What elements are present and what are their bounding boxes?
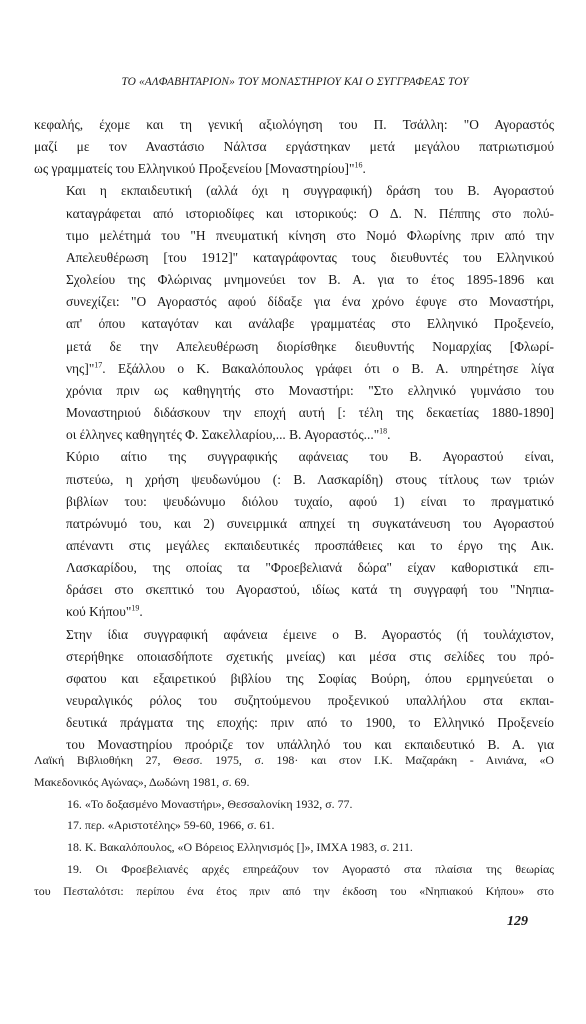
text-line: δράσει στο σκεπτικό του Αγοραστού, ιδίως κατά τη συγγραφή του "Νηπια- bbox=[66, 582, 554, 598]
text-line bbox=[34, 601, 554, 623]
text-line: Και η εκπαιδευτική (αλλά όχι η συγγραφική) δράση του Β. Αγοραστού bbox=[66, 183, 554, 199]
body-text bbox=[34, 114, 554, 757]
footnote-ref-17: 17 bbox=[94, 360, 103, 370]
paragraph-1 bbox=[34, 114, 554, 180]
text-line: πατρώνυμό του, και 2) συνειρμικά απηχεί τη συγκατάνευση του Αγοραστού bbox=[66, 515, 554, 531]
paragraph-4 bbox=[34, 624, 554, 757]
text-fragment: οι έλληνες καθηγητές Φ. Σακελλαρίου,... Β. Αγοραστός..." bbox=[66, 427, 380, 443]
text-line: Σχολείου της Φλώρινας μνημονεύει τον Β. Α. για το έτος 1895-1896 και bbox=[66, 272, 554, 288]
footnote-17: 17. περ. «Αριστοτέλης» 59-60, 1966, σ. 61. bbox=[67, 818, 275, 833]
text-line: πιστεύω, η χρήση ψευδωνύμου (: Β. Λασκαρίδη) στους τίτλους των τριών bbox=[66, 471, 554, 487]
text-line: μετά δε την Απελευθέρωση διορίσθηκε διευθυντής Νομαρχίας [Φλωρί- bbox=[66, 338, 554, 354]
text-line: τιμο μελέτημά του "Η πνευματική κίνηση στο Νομό Φλωρίνης πριν από την bbox=[66, 227, 554, 243]
text-line: Στην ίδια συγγραφική αφάνεια έμεινε ο Β. Αγοραστός (ή τουλάχιστον, bbox=[66, 626, 554, 642]
footnote-line: του Πεσταλότσι: περίπου ένα έτος πριν από την έκδοση του «Νηπιακού Κήπου» στο bbox=[34, 883, 554, 898]
footnote-ref-18: 18 bbox=[379, 426, 388, 436]
text-line: μαζί με τον Αναστάσιο Νάλτσα εργάστηκαν μετά μεγάλου πατριωτισμού bbox=[34, 139, 554, 155]
text-line: νευραλγικός ρόλος του συζητούμενου προξενικού υπαλλήλου στα εκπαι- bbox=[66, 693, 554, 709]
paragraph-3 bbox=[34, 446, 554, 623]
text-fragment: . bbox=[362, 161, 366, 177]
text-line: απ' όπου καταγόταν και ανάλαβε γραμματέας στο Ελληνικό Προξενείο, bbox=[66, 316, 554, 332]
text-line: κεφαλής, έχομε και τη γενική αξιολόγηση του Π. Τσάλλη: "Ο Αγοραστός bbox=[34, 117, 554, 132]
footnote-ref-16: 16 bbox=[354, 160, 363, 170]
text-fragment: . Εξάλλου ο Κ. Βακαλόπουλος γράφει ότι ο Β. Α. υπηρέτησε λίγα bbox=[102, 360, 554, 376]
text-fragment: . bbox=[387, 427, 391, 443]
text-line bbox=[34, 358, 554, 380]
footnote-19 bbox=[34, 859, 554, 903]
text-line: βιβλίων του: ψευδώνυμο διόλου τυχαίο, αφού 1) είναι το πραγματικό bbox=[66, 493, 554, 509]
text-line bbox=[34, 158, 554, 180]
text-line: Λασκαρίδου, της οποίας τα "Φροεβελιανά δώρα" είχαν καθοριστικά επι- bbox=[66, 560, 554, 576]
text-fragment: κού Κήπου" bbox=[66, 604, 132, 620]
footnote-ref-19: 19 bbox=[131, 603, 140, 613]
footnote-line: 19. Οι Φροεβελιανές αρχές επηρεάζουν τον Αγοραστό στα πλαίσια της θεωρίας bbox=[67, 861, 554, 876]
footnote-16: 16. «Το δοξασμένο Μοναστήρι», Θεσσαλονίκη 1932, σ. 77. bbox=[67, 796, 353, 811]
footnote-line: Μακεδονικός Αγώνας», Δωδώνη 1981, σ. 69. bbox=[34, 774, 250, 789]
text-line: στερήθηκε οποιασδήποτε σχετικής μνείας) και μέσα στις σελίδες του πρό- bbox=[66, 648, 554, 664]
text-line: σφατου και εξαιρετικού βιβλίου της Σοφίας Βούρη, όπου ερμηνεύεται ο bbox=[66, 670, 554, 686]
text-line: δευτικά πράγματα της εποχής: πριν από το 1900, το Ελληνικό Προξενείο bbox=[66, 715, 554, 731]
footnote-15-continuation bbox=[34, 750, 554, 794]
footnotes bbox=[34, 750, 554, 903]
text-line: καταγράφεται από ιστοριοδίφες και ιστορικούς: Ο Δ. Ν. Πέππης στο πολύ- bbox=[66, 205, 554, 221]
text-line: Μοναστηριού διδάσκουν την εποχή αυτή [: τέλη της δεκαετίας 1880-1890] bbox=[66, 405, 554, 421]
text-line: Απελευθέρωση [του 1912]" καταγράφοντας τους διευθυντές του Ελληνικού bbox=[66, 249, 554, 265]
text-fragment: ως γραμματείς του Ελληνικού Προξενείου [Μοναστηρίου]" bbox=[34, 161, 355, 177]
footnote-18: 18. Κ. Βακαλόπουλος, «Ο Βόρειος Ελληνισμός []», ΙΜΧΑ 1983, σ. 211. bbox=[67, 840, 413, 855]
paragraph-2 bbox=[34, 180, 554, 446]
text-line: του Μοναστηρίου προόριζε τον υπάλληλό του και εκπαιδευτικό Β. Α. για bbox=[66, 737, 554, 753]
text-fragment: . bbox=[139, 604, 143, 620]
text-line: απέναντι στις μεγάλες εκπαιδευτικές προσπάθειες και το έργο της Αικ. bbox=[66, 537, 554, 553]
text-line: Κύριο αίτιο της συγγραφικής αφάνειας του Β. Αγοραστού είναι, bbox=[66, 449, 554, 465]
text-line bbox=[34, 424, 554, 446]
text-line: συνεχίζει: "Ο Αγοραστός αφού δίδαξε για ένα χρόνο έφυγε στο Μοναστήρι, bbox=[66, 294, 554, 310]
text-line: χρόνια πριν ως καθηγητής στο Μοναστήρι: "Στο ελληνικό γυμνάσιο του bbox=[66, 382, 554, 398]
footnote-line: Λαϊκή Βιβλιοθήκη 27, Θεσσ. 1975, σ. 198· και στον Ι.Κ. Μαζαράκη - Αινιάνα, «Ο bbox=[34, 753, 554, 767]
text-fragment: νης]" bbox=[66, 360, 95, 376]
page-number: 129 bbox=[507, 914, 528, 929]
running-header: ΤΟ «ΑΛΦΑΒΗΤΑΡΙΟΝ» ΤΟΥ ΜΟΝΑΣΤΗΡΙΟΥ ΚΑΙ Ο ΣΥΓΓΡΑΦΕΑΣ ΤΟΥ bbox=[121, 76, 469, 88]
